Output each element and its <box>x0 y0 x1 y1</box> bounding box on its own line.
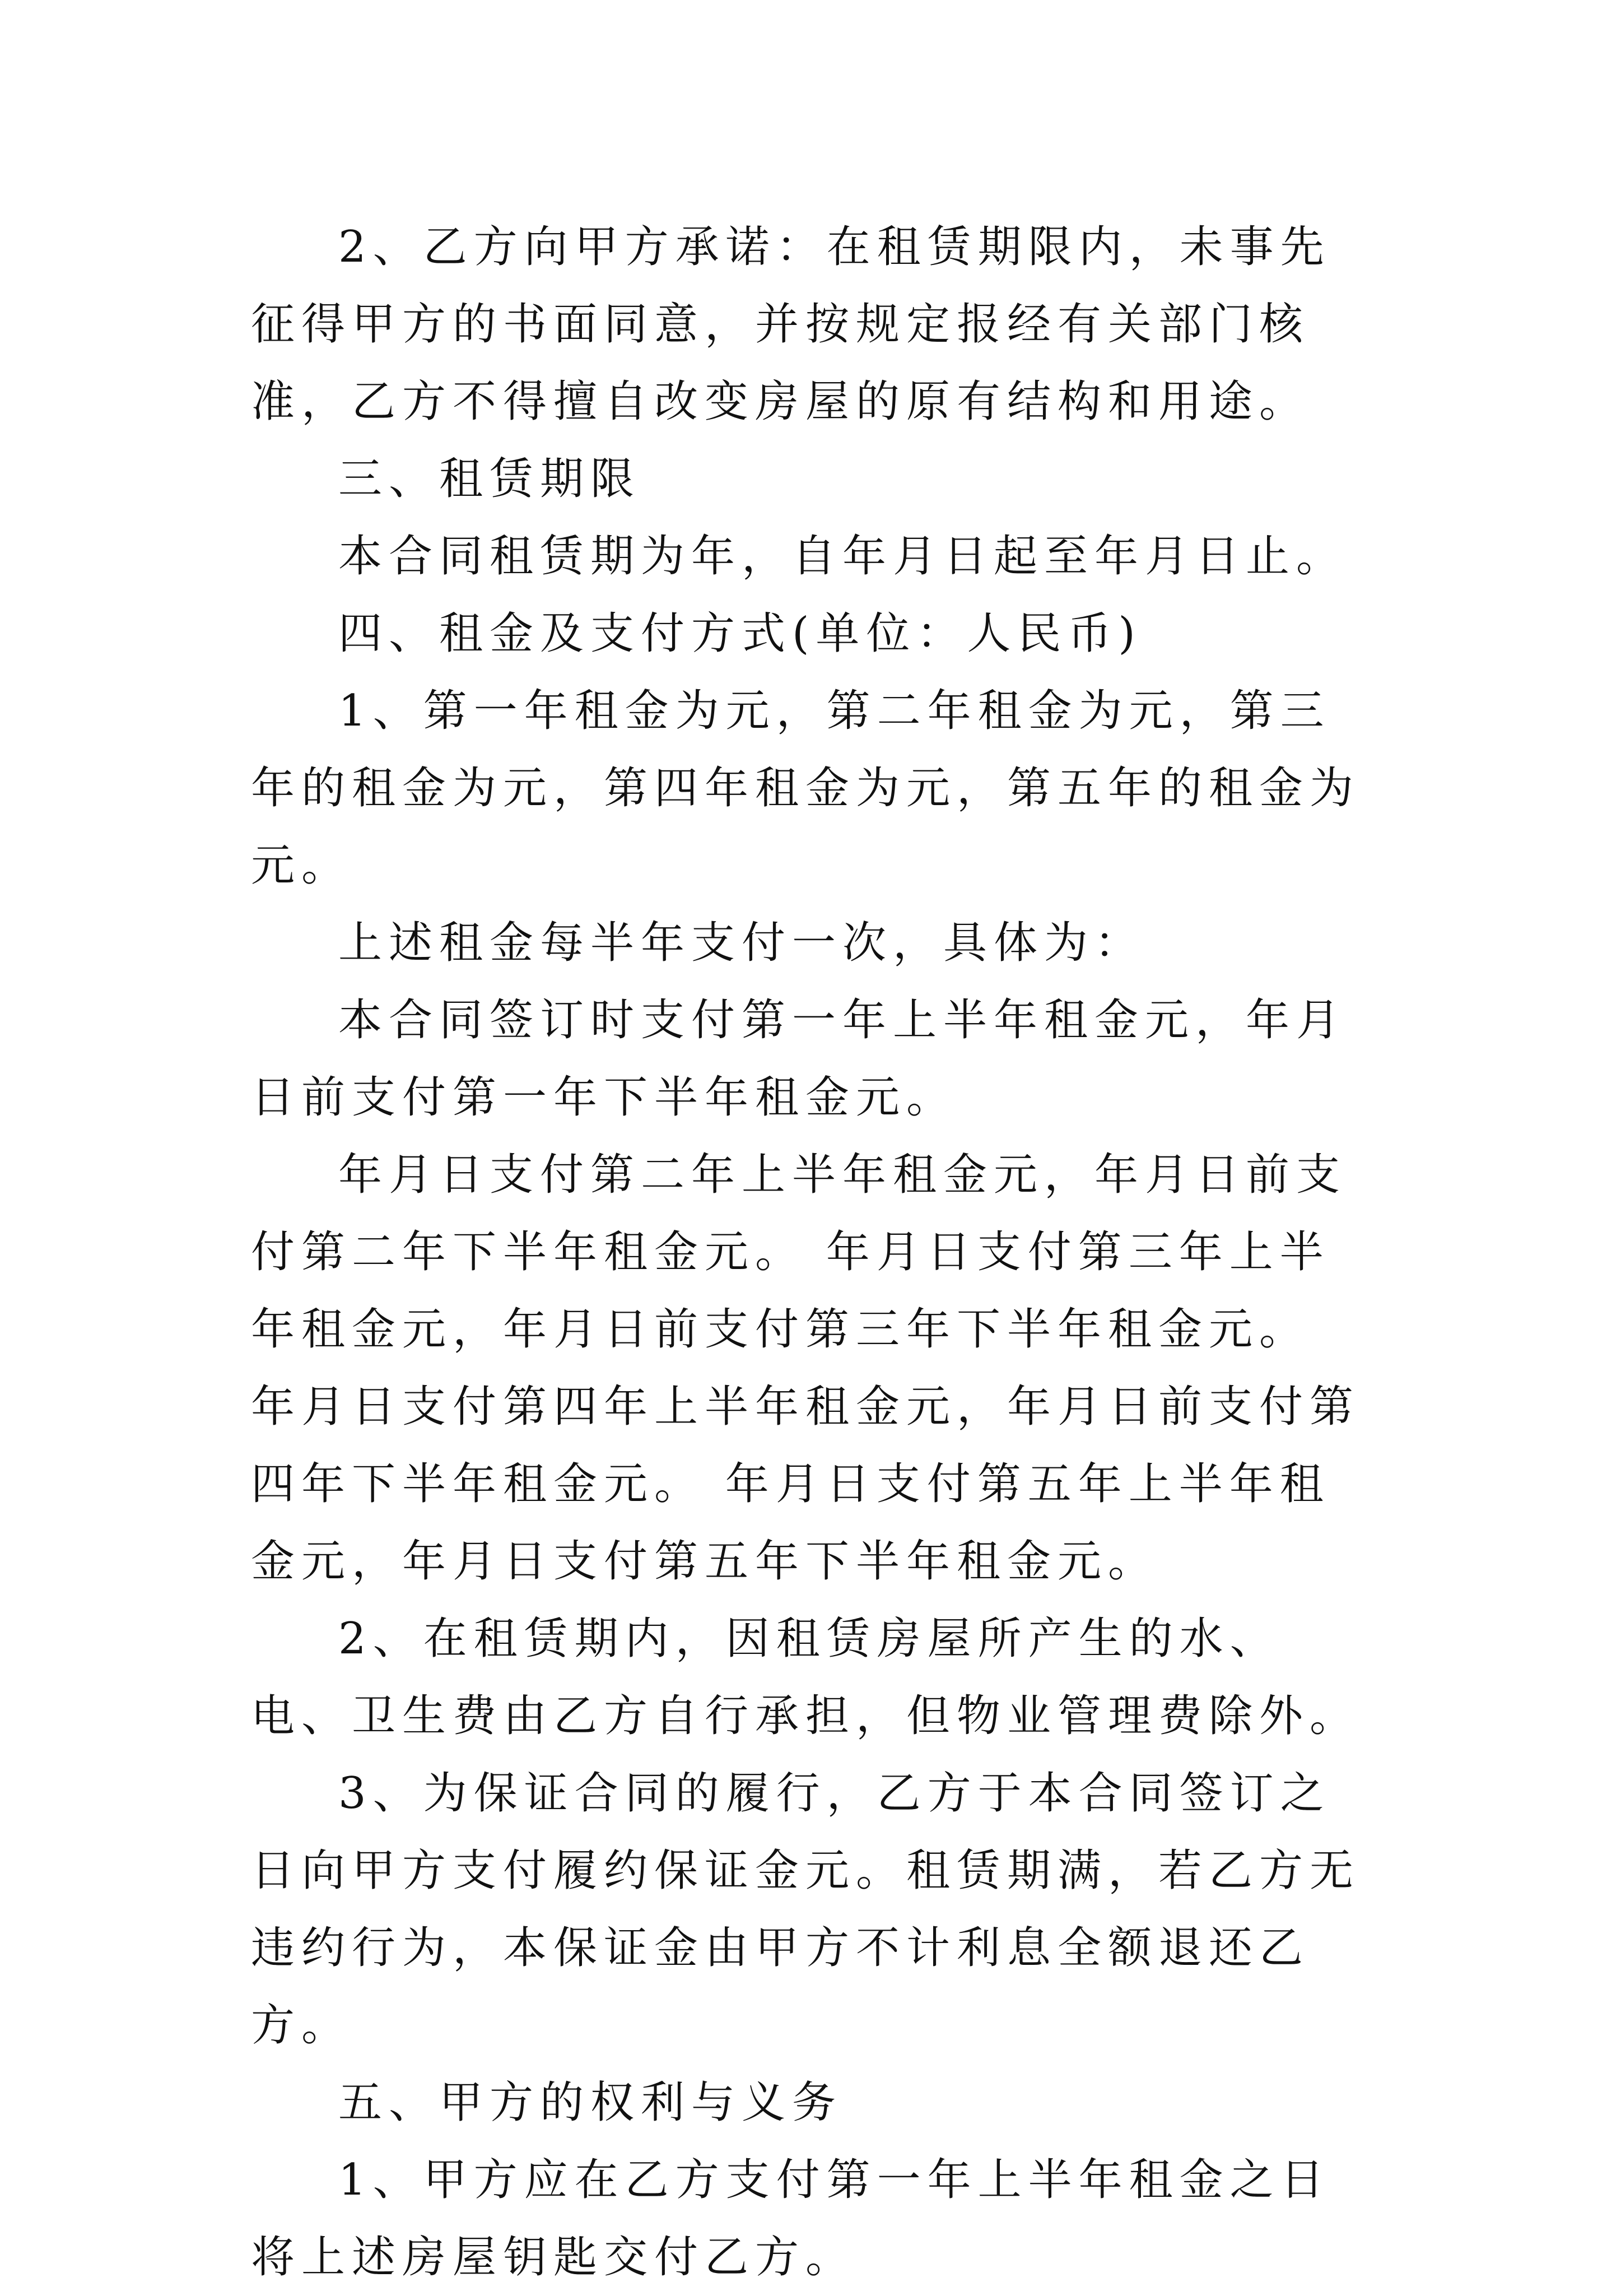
paragraph-first-year-payment: 本合同签订时支付第一年上半年租金元，年月日前支付第一年下半年租金元。 <box>251 995 1347 1123</box>
heading-landlord-rights: 五、甲方的权利与义务 <box>338 2077 843 2128</box>
document-body <box>251 208 1373 2296</box>
paragraph-utilities: 2、在租赁期内，因租赁房屋所产生的水、电、卫生费由乙方自行承担，但物业管理费除外。 <box>251 1614 1361 1741</box>
paragraph-commitment: 2、乙方向甲方承诺：在租赁期限内，未事先征得甲方的书面同意，并按规定报经有关部门核准，乙方不得擅自改变房屋的原有结构和用途。 <box>251 222 1331 427</box>
heading-lease-term: 三、租赁期限 <box>338 454 641 504</box>
paragraph-key-handover: 1、甲方应在乙方支付第一年上半年租金之日将上述房屋钥匙交付乙方。 <box>251 2155 1331 2283</box>
paragraph-lease-period: 本合同租赁期为年，自年月日起至年月日止。 <box>338 531 1347 582</box>
paragraph-deposit: 3、为保证合同的履行，乙方于本合同签订之日向甲方支付履约保证金元。租赁期满，若乙方无违约行为，本保证金由甲方不计利息全额退还乙方。 <box>251 1768 1361 2051</box>
paragraph-later-year-payments: 年月日支付第二年上半年租金元，年月日前支付第二年下半年租金元。 年月日支付第三年上半年租金元，年月日前支付第三年下半年租金元。 年月日支付第四年上半年租金元，年月日前支付第四年下半年租金元。 年月日支付第五年上半年租金元，年月日支付第五年下半年租金元。 <box>251 1150 1361 1587</box>
paragraph-payment-schedule-intro: 上述租金每半年支付一次，具体为： <box>338 918 1145 968</box>
heading-rent-payment: 四、租金及支付方式(单位：人民币) <box>338 608 1142 659</box>
paragraph-annual-rent: 1、第一年租金为元，第二年租金为元，第三年的租金为元，第四年租金为元，第五年的租金为元。 <box>251 686 1361 891</box>
